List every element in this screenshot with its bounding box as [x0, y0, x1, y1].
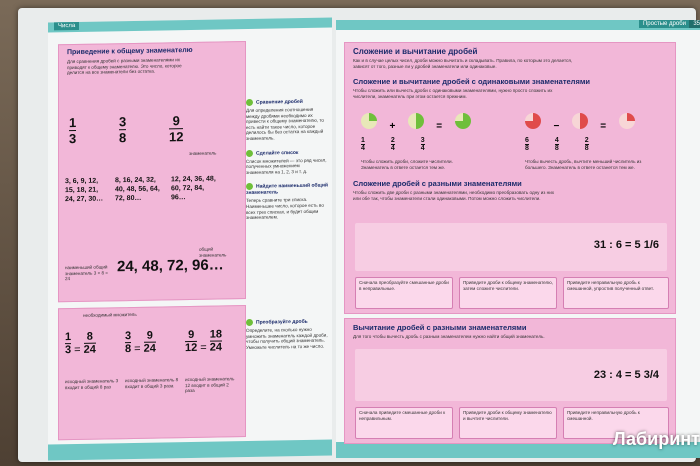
- numerator: 9: [185, 329, 197, 342]
- numerator: 9: [169, 113, 183, 129]
- equation-1: $\frac{1}{3}$ = $\frac{8}{24}$: [65, 330, 96, 357]
- note-lcm-title-text: Найдите наименьший общий знаменатель: [246, 182, 328, 197]
- numerator: 1: [69, 114, 77, 131]
- note-list-title: [246, 148, 328, 156]
- numerator: 1: [361, 137, 365, 144]
- section-diff-intro: Чтобы сложить две дроби с разными знаменателями, необходимо преобразовать одну из них или обе так, чтобы знаменатели стали одинаковыми. Потом можно сложить числители.: [353, 190, 555, 201]
- step-text: Приведите дроби к общему знаменателю, затем сложите числители.: [463, 280, 553, 291]
- bullet-icon: [246, 319, 253, 326]
- pie-three-quarters-icon: [455, 113, 471, 129]
- diff-worked-example: [355, 223, 667, 271]
- numerator: 4: [554, 137, 559, 144]
- section-title-subtraction: Вычитание дробей с разными знаменателями: [353, 323, 527, 332]
- note-compare-title: [246, 98, 328, 106]
- fraction-nine-twelfths: [169, 113, 183, 144]
- denominator: 8: [119, 130, 127, 146]
- right-lower-card: [344, 318, 676, 444]
- labirint-watermark: Лабиринт: [612, 429, 700, 449]
- denominator: 4: [390, 145, 395, 152]
- caption-eq3: исходный знаменатель 12 входит в общий 2 раза: [185, 376, 235, 394]
- note-compare-title-text: Сравнение дробей: [256, 98, 303, 106]
- section-title-different-denominators: Сложение дробей с разными знаменателями: [353, 179, 522, 188]
- equals-sign: =: [600, 121, 607, 132]
- caption-eq2: исходный знаменатель 8 входит в общий 3 раза: [125, 377, 179, 389]
- multiples-of-12: 12, 24, 36, 48, 60, 72, 84, 96…: [171, 175, 216, 202]
- numerator: 3: [420, 137, 425, 144]
- diff-result: [594, 239, 659, 251]
- section-sub-intro: Для того чтобы вычесть дробь с разным знаменателем нужно найти общий знаменатель.: [353, 334, 545, 339]
- diff-step-3: [563, 277, 669, 309]
- caption-subtraction: Чтобы вычесть дробь, вычтите меньший числитель из большего. Знаменатель в ответе останется тем же.: [525, 159, 642, 170]
- step-text: Приведите дроби к общему знаменателю и вычтите числители.: [463, 410, 552, 421]
- pie-four-eighths-icon: [572, 113, 588, 129]
- label-common-denominator: общий знаменатель: [199, 246, 227, 258]
- left-page: [48, 18, 332, 461]
- note-list-title-text: Сделайте список: [256, 149, 299, 157]
- minus-sign: −: [553, 121, 560, 132]
- addition-fractions: [361, 137, 425, 152]
- numerator: 8: [84, 331, 96, 344]
- bullet-icon: [246, 99, 253, 106]
- note-list-text: Список множителей — это ряд чисел, полученных умножением знаменателя на 1, 2, 3 и т. д.: [246, 157, 327, 175]
- section-same-intro: Чтобы сложить или вычесть дроби с одинаковыми знаменателями, нужно просто сложить их числители, знаменатель при этом остается прежним.: [353, 88, 553, 99]
- pie-six-eighths-icon: [525, 113, 541, 129]
- fraction-three-eighths: [119, 114, 126, 145]
- right-page-header: Простые дроби: [639, 20, 690, 28]
- diff-step-2: [459, 277, 557, 309]
- numerator: 3: [125, 330, 132, 343]
- denominator: 8: [584, 145, 589, 152]
- numerator: 2: [390, 137, 395, 144]
- denominator: 3: [65, 344, 72, 357]
- denominator: 12: [185, 341, 198, 355]
- label-lcm-product: наименьший общий знаменатель 3 × 8 = 24: [65, 264, 109, 282]
- pie-quarter-icon: [361, 113, 377, 129]
- section-title-same-denominators: Сложение и вычитание дробей с одинаковыми знаменателями: [353, 77, 590, 86]
- note-lcm-text: Теперь сравните три списка. Наименьшее число, которое есть во всех трех списках, и будет общим знаменателем.: [246, 197, 324, 221]
- right-upper-card: [344, 42, 676, 314]
- denominator: 8: [525, 145, 529, 152]
- note-convert-title: [246, 318, 328, 326]
- multiples-of-3: 3, 6, 9, 12, 15, 18, 21, 24, 27, 30…: [65, 177, 104, 204]
- numerator: 6: [525, 137, 529, 144]
- denominator: 4: [420, 145, 425, 152]
- denominator: 24: [143, 342, 156, 355]
- sub-step-1: [355, 407, 453, 439]
- multiples-of-8: 8, 16, 24, 32, 40, 48, 56, 64, 72, 80…: [115, 176, 160, 203]
- step-text: Сначала преобразуйте смешанные дроби в неправильные.: [359, 280, 449, 291]
- side-note-convert: [246, 318, 328, 351]
- left-lower-card: [58, 305, 246, 440]
- left-page-top-band: [48, 18, 332, 33]
- diff-result-fraction: 1/6: [643, 239, 659, 251]
- sub-result-text: 23 : 4 = 5: [593, 369, 641, 381]
- bullet-icon: [246, 149, 253, 156]
- equals-sign: =: [436, 121, 443, 132]
- pie-two-eighths-icon: [619, 113, 635, 129]
- left-page-header: Числа: [54, 22, 79, 30]
- note-lcm-title: [246, 182, 328, 196]
- section-title-add-sub: Сложение и вычитание дробей: [353, 47, 478, 56]
- sub-result: [594, 369, 659, 381]
- pie-half-icon: [408, 113, 424, 129]
- denominator: 3: [69, 130, 77, 147]
- subtraction-circles: [525, 113, 635, 133]
- denominator: 4: [361, 145, 365, 152]
- denominator: 24: [209, 341, 223, 354]
- equation-3: $\frac{9}{12}$ = $\frac{18}{24}$: [185, 328, 223, 355]
- sub-worked-example: [355, 349, 667, 401]
- step-text: Приведите неправильную дробь к смешанной.: [567, 410, 640, 421]
- section-intro: Для сравнения дробей с разными знаменателями их приводят к общему знаменателю. Это число, которое делится на все знаменатели без остатка.: [67, 57, 182, 76]
- note-convert-text: Определите, на сколько нужно умножить знаменатель каждой дроби, чтобы получить общий знаменатель. Умножьте числитель на то же число.: [246, 326, 328, 350]
- sub-step-2: [459, 407, 557, 439]
- numerator: 2: [584, 137, 589, 144]
- section-title-common-denominator: Приведение к общему знаменателю: [67, 46, 193, 57]
- numerator: 18: [209, 328, 223, 341]
- sub-result-fraction: 3/4: [643, 369, 659, 381]
- addition-circles: [361, 113, 471, 133]
- fraction-one-third: [69, 115, 76, 146]
- denominator: 8: [554, 145, 559, 152]
- plus-sign: +: [389, 121, 396, 132]
- numerator: 3: [119, 114, 127, 130]
- equation-2: $\frac{3}{8}$ = $\frac{9}{24}$: [125, 329, 156, 356]
- section-add-intro: Как и в случае целых чисел, дроби можно вычитать и складывать. Правила, по которым это делается, зависят от того, разные ли у дробей знаменатели или одинаковые.: [353, 58, 573, 69]
- step-text: Приведите неправильную дробь к смешанной, упростив полученный ответ.: [567, 280, 654, 291]
- denominator: 12: [169, 129, 184, 145]
- denominator: 24: [83, 343, 96, 356]
- numerator: 1: [65, 331, 72, 344]
- caption-eq1: исходный знаменатель 3 входит в общий 8 раз: [65, 378, 119, 390]
- right-page: [336, 20, 700, 458]
- note-convert-title-text: Преобразуйте дробь: [256, 318, 308, 326]
- numerator: 9: [144, 330, 156, 343]
- label-multiplier: необходимый множитель: [83, 311, 137, 318]
- left-page-bottom-band: [48, 440, 332, 461]
- common-denominators-list: 24, 48, 72, 96…: [117, 256, 224, 276]
- side-notes: [246, 98, 328, 221]
- note-compare-text: Для определения соотношения между дробями необходимо их привести к общему знаменателю, то есть найти такое число, которое делилось бы без остатка на каждый знаменатель.: [246, 106, 324, 141]
- page-number: 35: [689, 20, 700, 28]
- diff-step-1: [355, 277, 453, 309]
- open-book: [18, 8, 700, 462]
- left-upper-card: [58, 41, 246, 302]
- step-text: Сначала приведите смешанные дроби к неправильным.: [359, 410, 446, 421]
- caption-addition: Чтобы сложить дроби, сложите числители. Знаменатель в ответе остается тем же.: [361, 159, 453, 170]
- denominator: 8: [125, 343, 132, 356]
- diff-result-text: 31 : 6 = 5: [593, 239, 641, 251]
- label-denominator: знаменатель: [189, 150, 217, 157]
- subtraction-fractions: [525, 137, 589, 152]
